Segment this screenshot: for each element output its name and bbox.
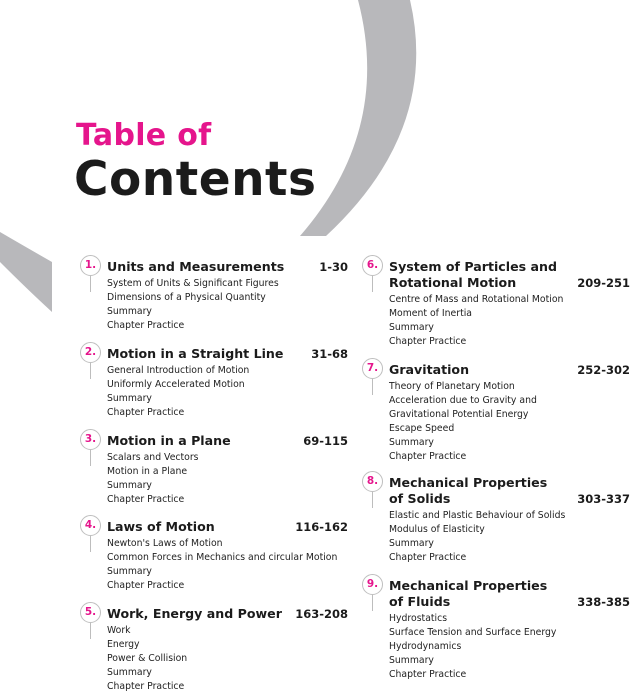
chapter-title[interactable]: Gravitation — [389, 362, 470, 377]
topic-item: Hydrostatics — [389, 613, 448, 624]
marker-stem — [372, 492, 373, 508]
topic-item: Summary — [389, 322, 434, 333]
topic-list — [389, 612, 630, 682]
chapter-title-line-1[interactable]: Mechanical Properties — [389, 475, 548, 490]
topic-item: Chapter Practice — [107, 407, 185, 418]
topic-item: Summary — [107, 667, 152, 678]
topic-item: Summary — [389, 538, 434, 549]
topic-item: Acceleration due to Gravity and Gravitational Potential Energy — [389, 395, 537, 420]
chapter-number-badge: 9. — [362, 574, 383, 595]
topic-item: Chapter Practice — [107, 580, 185, 591]
topic-item: Hydrodynamics — [389, 641, 462, 652]
topic-item: Summary — [107, 480, 152, 491]
topic-item: Motion in a Plane — [107, 466, 188, 477]
page-range: 209-251 — [577, 276, 630, 290]
chapter-title[interactable]: Units and Measurements — [107, 259, 285, 274]
chapter-title[interactable]: Work, Energy and Power — [107, 606, 282, 621]
chapter-title-line-2[interactable]: of Solids — [389, 491, 451, 506]
marker-stem — [372, 595, 373, 611]
topic-item: Escape Speed — [389, 423, 455, 434]
topic-item: Common Forces in Mechanics and circular Motion — [107, 552, 338, 563]
page-range: 31-68 — [311, 347, 348, 361]
topic-item: Summary — [107, 393, 152, 404]
page-range: 116-162 — [295, 520, 348, 534]
toc-entry-9[interactable] — [366, 578, 630, 682]
topic-item: Elastic and Plastic Behaviour of Solids — [389, 510, 566, 521]
chapter-number-badge: 3. — [80, 429, 101, 450]
page-range: 1-30 — [319, 260, 348, 274]
topic-item: General Introduction of Motion — [107, 365, 250, 376]
chapter-number-badge: 6. — [362, 255, 383, 276]
topic-item: Power & Collision — [107, 653, 188, 664]
topic-item: Chapter Practice — [389, 336, 467, 347]
topic-item: Work — [107, 625, 131, 636]
chapter-title-line-2[interactable]: Rotational Motion — [389, 275, 517, 290]
chapter-title-line-2[interactable]: of Fluids — [389, 594, 451, 609]
topic-item: Uniformly Accelerated Motion — [107, 379, 245, 390]
chapter-number-badge: 5. — [80, 602, 101, 623]
chapter-title-line-1[interactable]: System of Particles and — [389, 259, 557, 274]
chapter-number-badge: 2. — [80, 342, 101, 363]
chapter-number-badge: 8. — [362, 471, 383, 492]
page-range: 69-115 — [303, 434, 348, 448]
topic-list — [389, 509, 630, 565]
chapter-title[interactable]: Motion in a Straight Line — [107, 346, 284, 361]
topic-item: Summary — [389, 655, 434, 666]
topic-list — [389, 293, 630, 349]
chapter-title[interactable]: Laws of Motion — [107, 519, 215, 534]
toc-entry-7[interactable] — [366, 362, 630, 464]
topic-item: Newton's Laws of Motion — [107, 538, 223, 549]
page-range: 252-302 — [577, 363, 630, 377]
topic-item: Chapter Practice — [389, 451, 467, 462]
chapter-number-badge: 7. — [362, 358, 383, 379]
topic-item: Scalars and Vectors — [107, 452, 199, 463]
toc-entry-6[interactable] — [366, 259, 630, 349]
page-range: 338-385 — [577, 595, 630, 609]
topic-item: Chapter Practice — [107, 320, 185, 331]
topic-item: System of Units & Significant Figures — [107, 278, 279, 289]
topic-list — [389, 380, 630, 464]
topic-item: Theory of Planetary Motion — [389, 381, 515, 392]
topic-item: Modulus of Elasticity — [389, 524, 485, 535]
topic-item: Moment of Inertia — [389, 308, 472, 319]
topic-item: Chapter Practice — [389, 669, 467, 680]
topic-item: Chapter Practice — [389, 552, 467, 563]
topic-item: Energy — [107, 639, 140, 650]
chapter-number-badge: 1. — [80, 255, 101, 276]
page-range: 163-208 — [295, 607, 348, 621]
topic-item: Summary — [389, 437, 434, 448]
toc-entry-8[interactable] — [366, 475, 630, 565]
topic-item: Dimensions of a Physical Quantity — [107, 292, 266, 303]
chapter-number-badge: 4. — [80, 515, 101, 536]
page-range: 303-337 — [577, 492, 630, 506]
chapter-title[interactable]: Motion in a Plane — [107, 433, 231, 448]
chapter-title-line-1[interactable]: Mechanical Properties — [389, 578, 548, 593]
marker-stem — [372, 276, 373, 292]
topic-item: Summary — [107, 566, 152, 577]
topic-item: Chapter Practice — [107, 494, 185, 505]
marker-stem — [372, 379, 373, 395]
topic-item: Summary — [107, 306, 152, 317]
heading-line-1: Table of — [76, 118, 212, 153]
topic-item: Centre of Mass and Rotational Motion — [389, 294, 564, 305]
topic-item: Chapter Practice — [107, 681, 185, 692]
heading-line-2: Contents — [74, 152, 317, 207]
topic-item: Surface Tension and Surface Energy — [389, 627, 557, 638]
